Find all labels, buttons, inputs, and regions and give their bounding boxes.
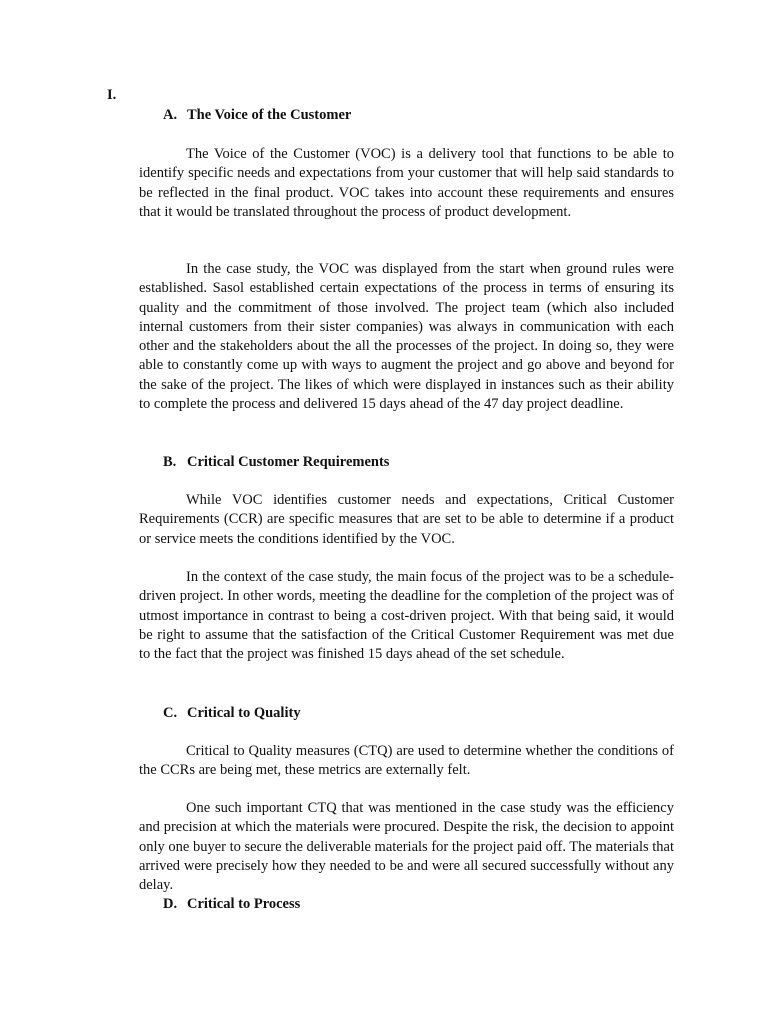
paragraph: Critical to Quality measures (CTQ) are used to determine whether the conditions of the CCRs are being met, these metrics are externally felt.	[139, 743, 674, 779]
heading-letter: A.	[163, 107, 178, 123]
heading-title: Critical to Process	[187, 896, 301, 912]
paragraph: In the context of the case study, the main focus of the project was to be a schedule-driven project. In other words, meeting the deadline for the completion of the project was of utmost importance in contrast to being a cost-driven project. With that being said, it would be right to assume that the satisfaction of the Critical Customer Requirement was met due to the fact that the project was finished 15 days ahead of the set schedule.	[139, 569, 674, 663]
paragraph: While VOC identifies customer needs and expectations, Critical Customer Requirements (CCR) are specific measures that are set to be able to determine if a product or service meets the conditions identified by the VOC.	[139, 492, 674, 547]
heading-critical-to-quality	[163, 704, 301, 723]
heading-critical-customer-requirements	[163, 453, 389, 472]
heading-critical-to-process	[163, 895, 300, 914]
heading-letter: C.	[163, 705, 178, 721]
paragraph: The Voice of the Customer (VOC) is a delivery tool that functions to be able to identify specific needs and expectations from your customer that will help said standards to be reflected in the final product. VOC takes into account these requirements and ensures that it would be translated throughout the process of product development.	[139, 146, 674, 220]
heading-letter: D.	[163, 896, 178, 912]
heading-title: Critical to Quality	[187, 705, 301, 721]
heading-title: The Voice of the Customer	[187, 107, 352, 123]
paragraph: In the case study, the VOC was displayed from the start when ground rules were established. Sasol established certain expectations of the process in terms of ensuring its quality and the commitment of those involved. The project team (which also included internal customers from their sister companies) was always in communication with each other and the stakeholders about the all the processes of the project. In doing so, they were able to constantly come up with ways to augment the project and go above and beyond for the sake of the project. The likes of which were displayed in instances such as their ability to complete the process and delivered 15 days ahead of the 47 day project deadline.	[139, 261, 674, 413]
heading-title: Critical Customer Requirements	[187, 454, 390, 470]
heading-letter: B.	[163, 454, 177, 470]
paragraph: One such important CTQ that was mentioned in the case study was the efficiency and precision at which the materials were procured. Despite the risk, the decision to appoint only one buyer to secure the deliverable materials for the project paid off. The materials that arrived were precisely how they needed to be and were all secured successfully without any delay.	[139, 800, 674, 894]
section-numeral: I.	[107, 87, 117, 103]
heading-voice-of-customer	[163, 106, 351, 125]
